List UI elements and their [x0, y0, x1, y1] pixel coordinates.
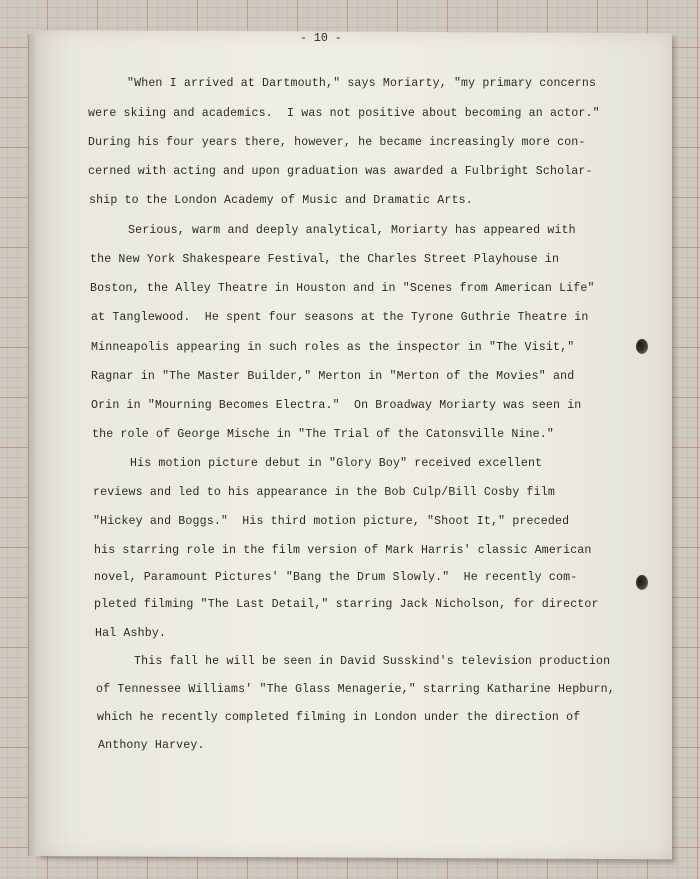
- paragraph-3-line: reviews and led to his appearance in the Bob Culp/Bill Cosby film: [93, 486, 555, 499]
- punch-hole-lower: [636, 575, 648, 590]
- paragraph-4-line: This fall he will be seen in David Susskind's television production: [134, 655, 611, 668]
- paragraph-3-line: "Hickey and Boggs." His third motion picture, "Shoot It," preceded: [93, 515, 570, 528]
- page-number: - 10 -: [300, 32, 342, 45]
- paragraph-2-line: Ragnar in "The Master Builder," Merton in "Merton of the Movies" and: [91, 370, 575, 383]
- paragraph-1-line: During his four years there, however, he became increasingly more con-: [88, 136, 586, 149]
- punch-hole-upper: [636, 339, 648, 354]
- paragraph-2-line: Serious, warm and deeply analytical, Moriarty has appeared with: [128, 224, 576, 237]
- paragraph-4-line: which he recently completed filming in London under the direction of: [97, 711, 581, 724]
- paragraph-2-line: the role of George Mische in "The Trial of the Catonsville Nine.": [92, 428, 554, 441]
- paragraph-3-line: pleted filming "The Last Detail," starring Jack Nicholson, for director: [94, 598, 599, 611]
- paragraph-4-line: of Tennessee Williams' "The Glass Menagerie," starring Katharine Hepburn,: [96, 683, 615, 696]
- paragraph-2-line: Minneapolis appearing in such roles as the inspector in "The Visit,": [91, 341, 575, 354]
- paragraph-1-line: cerned with acting and upon graduation was awarded a Fulbright Scholar-: [88, 165, 593, 178]
- paragraph-2-line: at Tanglewood. He spent four seasons at the Tyrone Guthrie Theatre in: [91, 311, 589, 324]
- paragraph-4-line: Anthony Harvey.: [98, 739, 205, 752]
- paragraph-3-line: novel, Paramount Pictures' "Bang the Drum Slowly." He recently com-: [94, 571, 578, 584]
- paragraph-2-line: the New York Shakespeare Festival, the Charles Street Playhouse in: [90, 253, 560, 266]
- paragraph-3-line: his starring role in the film version of Mark Harris' classic American: [94, 544, 592, 557]
- paragraph-2-line: Boston, the Alley Theatre in Houston and in "Scenes from American Life": [90, 282, 595, 295]
- paragraph-2-line: Orin in "Mourning Becomes Electra." On Broadway Moriarty was seen in: [91, 399, 582, 412]
- paragraph-3-line: Hal Ashby.: [95, 627, 167, 640]
- paragraph-3-line: His motion picture debut in "Glory Boy" received excellent: [130, 457, 543, 470]
- paragraph-1-line: ship to the London Academy of Music and Dramatic Arts.: [89, 194, 473, 207]
- paragraph-1-line: "When I arrived at Dartmouth," says Moriarty, "my primary concerns: [127, 77, 597, 90]
- paragraph-1-line: were skiing and academics. I was not positive about becoming an actor.": [88, 107, 600, 120]
